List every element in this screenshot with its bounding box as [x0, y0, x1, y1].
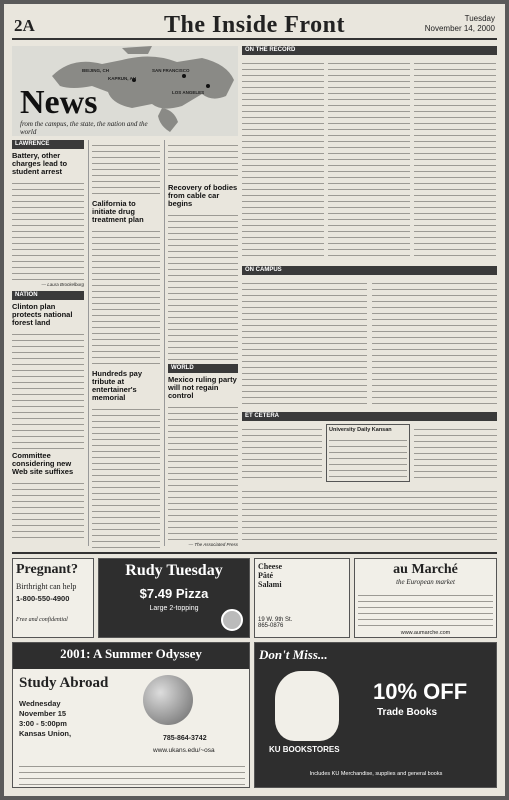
committee-headline: Committee considering new Web site suffixes: [12, 451, 74, 476]
record-col-3: [414, 58, 496, 258]
section-on-the-record: ON THE RECORD: [242, 46, 497, 55]
news-tagline: from the campus, the state, the nation and the world: [20, 120, 148, 136]
rudy-name: Rudy Tuesday: [125, 562, 223, 579]
odyssey-title: 2001: A Summer Odyssey: [60, 646, 202, 661]
section-world: WORLD: [168, 364, 238, 373]
map-label-san-francisco: SAN FRANCISCO: [152, 68, 190, 73]
column-3: [164, 140, 238, 546]
et-cetera: [242, 412, 497, 546]
page-title: The Inside Front: [164, 12, 345, 38]
column-1: [12, 140, 84, 546]
ad-rudy[interactable]: [98, 558, 250, 638]
on-the-record: [242, 46, 497, 262]
aumarche-body: [358, 590, 493, 630]
cable-headline: Recovery of bodies from cable car begins: [168, 183, 238, 208]
odyssey-phone: 785-864-3742: [163, 735, 207, 742]
hundreds-headline: Hundreds pay tribute at entertainer's memorial: [92, 369, 143, 402]
record-col-2: [328, 58, 410, 258]
kubooks-tag: Don't Miss...: [259, 647, 328, 662]
hundreds-body: [92, 404, 160, 554]
odyssey-date: November 15: [19, 709, 67, 718]
pregnant-line: Birthright can help: [16, 582, 77, 591]
ad-aumarche[interactable]: [354, 558, 497, 638]
section-nation: NATION: [12, 291, 84, 300]
odyssey-day: Wednesday: [19, 699, 61, 708]
cheese-word-1: Cheese: [258, 562, 282, 571]
battery-headline: Battery, other charges lead to student arrest: [12, 151, 68, 176]
section-lawrence: LAWRENCE: [12, 140, 84, 149]
col2-top-body: [92, 140, 160, 196]
udk-box: [326, 424, 410, 482]
map-label-los-angeles: LOS ANGELES: [172, 90, 205, 95]
pizza-icon: [221, 609, 243, 631]
section-et-cetera: ET CETERA: [242, 412, 497, 421]
etc-col-3: [414, 424, 497, 482]
udk-box-body: [329, 435, 407, 481]
etc-col-1: [242, 424, 322, 482]
udk-box-title: University Daily Kansan: [329, 427, 392, 433]
clinton-headline: Clinton plan protects national forest land: [12, 302, 73, 327]
column-2: [88, 140, 160, 546]
odyssey-place: Kansas Union,: [19, 729, 72, 738]
battery-byline: — Laura Brockelburg: [41, 282, 84, 287]
cheese-word-3: Salami: [258, 580, 282, 589]
cheese-word-2: Pâté: [258, 571, 274, 580]
section-on-campus: ON CAMPUS: [242, 266, 497, 275]
kubooks-discount: 10% OFF: [373, 679, 468, 704]
etc-bottom-text: [242, 486, 497, 544]
on-campus: [242, 266, 497, 408]
map-label-kaprun: KAPRUN, AU: [108, 76, 137, 81]
cheese-address: 19 W. 9th St.: [258, 617, 293, 623]
ap-credit: — The Associated Press: [188, 542, 238, 547]
california-body: [92, 226, 160, 366]
campus-col-2: [372, 278, 497, 406]
odyssey-footer-text: [19, 761, 245, 785]
odyssey-url: www.ukans.edu/~osa: [153, 747, 215, 754]
battery-body: [12, 178, 84, 282]
odyssey-banner: [13, 643, 249, 669]
study-abroad-heading: Study Abroad: [19, 675, 109, 691]
page-number: 2A: [14, 16, 35, 35]
masthead: [12, 10, 497, 40]
odyssey-time: 3:00 - 5:00pm: [19, 719, 67, 728]
planet-icon: [143, 675, 193, 725]
rudy-sub: Large 2-topping: [149, 605, 199, 612]
pregnant-headline: Pregnant?: [16, 562, 78, 577]
issue-day: Tuesday: [464, 14, 495, 23]
news-banner: [12, 46, 238, 136]
news-title: News: [20, 84, 98, 121]
ad-pregnant[interactable]: [12, 558, 94, 638]
pregnant-footer: Free and confidential: [16, 617, 68, 623]
ad-ku-bookstores[interactable]: [254, 642, 497, 788]
jayhawk-icon: [275, 671, 339, 741]
cheese-phone: 865-0876: [258, 623, 284, 629]
issue-date: [425, 14, 495, 34]
kubooks-item: Trade Books: [377, 707, 438, 718]
aumarche-name: au Marché: [393, 562, 458, 577]
kubooks-footer: Includes KU Merchandise, supplies and general books: [309, 771, 443, 777]
kubooks-store: KU BOOKSTORES: [269, 745, 340, 754]
ad-study-abroad[interactable]: [12, 642, 250, 788]
aumarche-sub: the European market: [396, 578, 455, 586]
ads-region: [12, 552, 497, 790]
newspaper-page: [4, 4, 505, 796]
california-headline: California to initiate drug treatment plan: [92, 199, 144, 224]
col3-top-body: [168, 140, 238, 180]
issue-date-text: November 14, 2000: [424, 24, 495, 33]
map-label-beijing: BEIJING, CH: [82, 68, 110, 73]
record-col-1: [242, 58, 324, 258]
ad-cheese[interactable]: [254, 558, 350, 638]
clinton-body: [12, 329, 84, 449]
pregnant-phone: 1-800-550-4900: [16, 594, 70, 603]
committee-body: [12, 478, 84, 538]
rudy-offer: $7.49 Pizza: [139, 586, 209, 601]
aumarche-url: www.aumarche.com: [400, 630, 451, 636]
mexico-body: [168, 402, 238, 542]
mexico-headline: Mexico ruling party will not regain control: [168, 375, 237, 400]
campus-col-1: [242, 278, 367, 406]
cable-body: [168, 210, 238, 360]
